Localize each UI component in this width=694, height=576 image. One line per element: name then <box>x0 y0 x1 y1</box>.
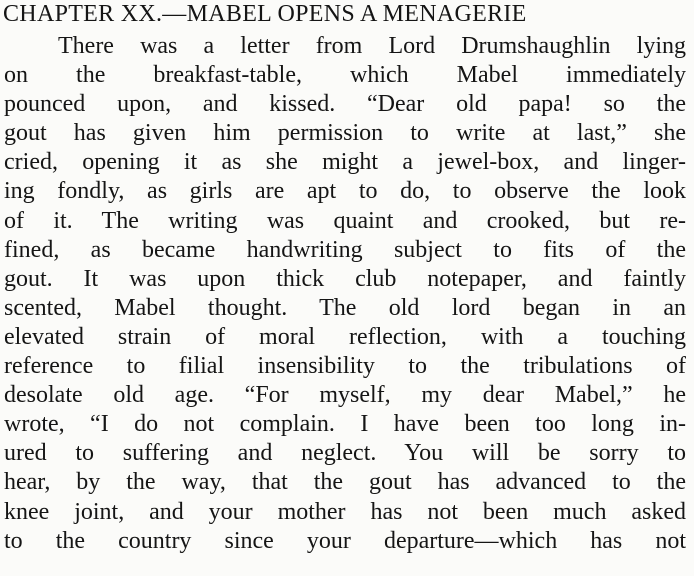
text-line: elevated strain of moral reflection, with a touching <box>4 323 686 350</box>
text-line: on the breakfast-table, which Mabel immediately <box>4 62 686 89</box>
text-line: of it. The writing was quaint and crooked, but re- <box>4 207 686 234</box>
text-line: ing fondly, as girls are apt to do, to observe the look <box>4 178 686 205</box>
text-line: reference to filial insensibility to the tribulations of <box>4 353 686 380</box>
text-line: gout has given him permission to write at last,” she <box>4 120 686 147</box>
body-text <box>4 32 686 556</box>
text-line: wrote, “I do not complain. I have been too long in- <box>4 411 686 438</box>
text-line: scented, Mabel thought. The old lord began in an <box>4 294 686 321</box>
text-line: cried, opening it as she might a jewel-box, and linger- <box>4 149 686 176</box>
text-line: There was a letter from Lord Drumshaughlin lying <box>58 33 686 59</box>
text-line: desolate old age. “For myself, my dear Mabel,” he <box>4 382 686 409</box>
text-line: gout. It was upon thick club notepaper, and faintly <box>4 265 686 292</box>
text-line: fined, as became handwriting subject to fits of the <box>4 236 686 263</box>
text-line: ured to suffering and neglect. You will be sorry to <box>4 440 686 467</box>
chapter-heading: CHAPTER XX.—MABEL OPENS A MENAGERIE <box>3 1 527 27</box>
text-line: hear, by the way, that the gout has advanced to the <box>4 469 686 496</box>
text-line: knee joint, and your mother has not been much asked <box>4 498 686 525</box>
text-line: to the country since your departure—which has not <box>4 527 686 554</box>
text-line: pounced upon, and kissed. “Dear old papa! so the <box>4 91 686 118</box>
